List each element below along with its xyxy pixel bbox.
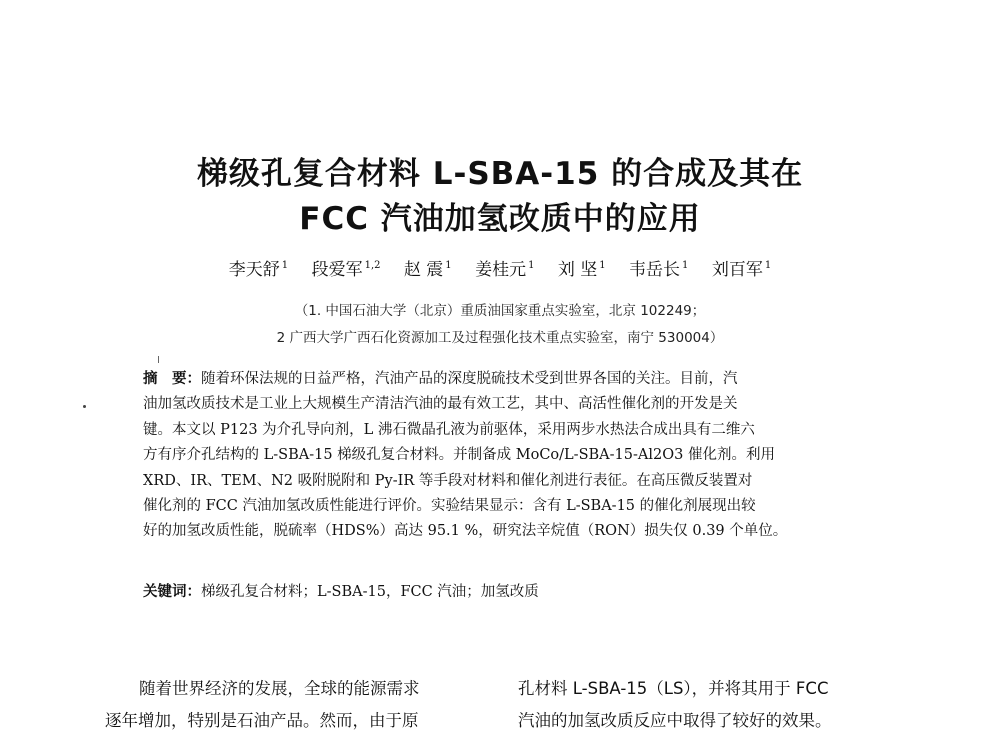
- abstract-line: 催化剂的 FCC 汽油加氢改质性能进行评价。实验结果显示：含有 L-SBA-15 的催化剂展现出较: [143, 498, 756, 515]
- scan-mark: [158, 356, 159, 363]
- body-line: 汽油的加氢改质反应中取得了较好的效果。: [518, 711, 832, 730]
- author-affiliation-mark: 1,2: [364, 260, 381, 272]
- author-affiliation-mark: 1: [281, 260, 289, 272]
- keywords: [143, 580, 850, 601]
- author-name: 段爱军: [311, 260, 363, 280]
- affiliation-line-1: （1. 中国石油大学（北京）重质油国家重点实验室，北京 102249；: [294, 303, 706, 319]
- abstract-line: XRD、IR、TEM、N2 吸附脱附和 Py-IR 等手段对材料和催化剂进行表征。在高压微反装置对: [143, 472, 753, 489]
- abstract-text: 随着环保法规的日益严格，汽油产品的深度脱硫技术受到世界各国的关注。目前，汽: [201, 371, 738, 387]
- abstract-label: 摘 要：: [143, 371, 201, 387]
- abstract-line: 好的加氢改质性能，脱硫率（HDS%）高达 95.1 %，研究法辛烷值（RON）损失仅 0.39 个单位。: [143, 523, 788, 540]
- author-name: 李天舒: [228, 260, 280, 280]
- abstract-line: 方有序介孔结构的 L-SBA-15 梯级孔复合材料。并制备成 MoCo/L-SBA-15-Al2O3 催化剂。利用: [143, 447, 775, 464]
- scan-speck: [83, 405, 86, 408]
- author-name: 赵 震: [403, 260, 444, 280]
- keywords-text: 梯级孔复合材料；L-SBA-15，FCC 汽油；加氢改质: [201, 584, 539, 600]
- author-affiliation-mark: 1: [599, 260, 606, 272]
- author: [404, 260, 452, 280]
- body-line: 孔材料 L-SBA-15（LS），并将其用于 FCC: [518, 679, 829, 698]
- author: [712, 260, 771, 280]
- author-name: 韦岳长: [629, 260, 681, 280]
- body-line: 随着世界经济的发展，全球的能源需求: [139, 679, 420, 698]
- abstract-line: [143, 367, 850, 392]
- author: [312, 260, 381, 280]
- abstract-line: 油加氢改质技术是工业上大规模生产清洁汽油的最有效工艺，其中、高活性催化剂的开发是关: [143, 396, 738, 413]
- paper-title-line-2: FCC 汽油加氢改质中的应用: [299, 201, 701, 237]
- body-column-left: [105, 673, 485, 737]
- author: [475, 260, 534, 280]
- author: [558, 260, 606, 280]
- affiliation-line-2: 2 广西大学广西石化资源加工及过程强化技术重点实验室，南宁 530004）: [276, 330, 724, 346]
- author-name: 刘 坚: [557, 260, 598, 280]
- author: [629, 260, 688, 280]
- author: [229, 260, 288, 280]
- abstract-line: 键。本文以 P123 为介孔导向剂，L 沸石微晶孔液为前驱体，采用两步水热法合成出具有二维六: [143, 421, 755, 438]
- author-affiliation-mark: 1: [445, 260, 452, 272]
- author-name: 姜桂元: [475, 260, 527, 280]
- abstract: [143, 367, 850, 545]
- body-column-right: [518, 673, 898, 737]
- author-list: [0, 255, 1000, 280]
- author-affiliation-mark: 1: [764, 260, 772, 272]
- author-affiliation-mark: 1: [682, 260, 689, 272]
- author-affiliation-mark: 1: [528, 260, 535, 272]
- keywords-label: 关键词：: [143, 584, 201, 600]
- author-name: 刘百军: [711, 260, 763, 280]
- body-line: 逐年增加，特别是石油产品。然而，由于原: [105, 711, 419, 730]
- paper-title-line-1: 梯级孔复合材料 L-SBA-15 的合成及其在: [196, 156, 804, 192]
